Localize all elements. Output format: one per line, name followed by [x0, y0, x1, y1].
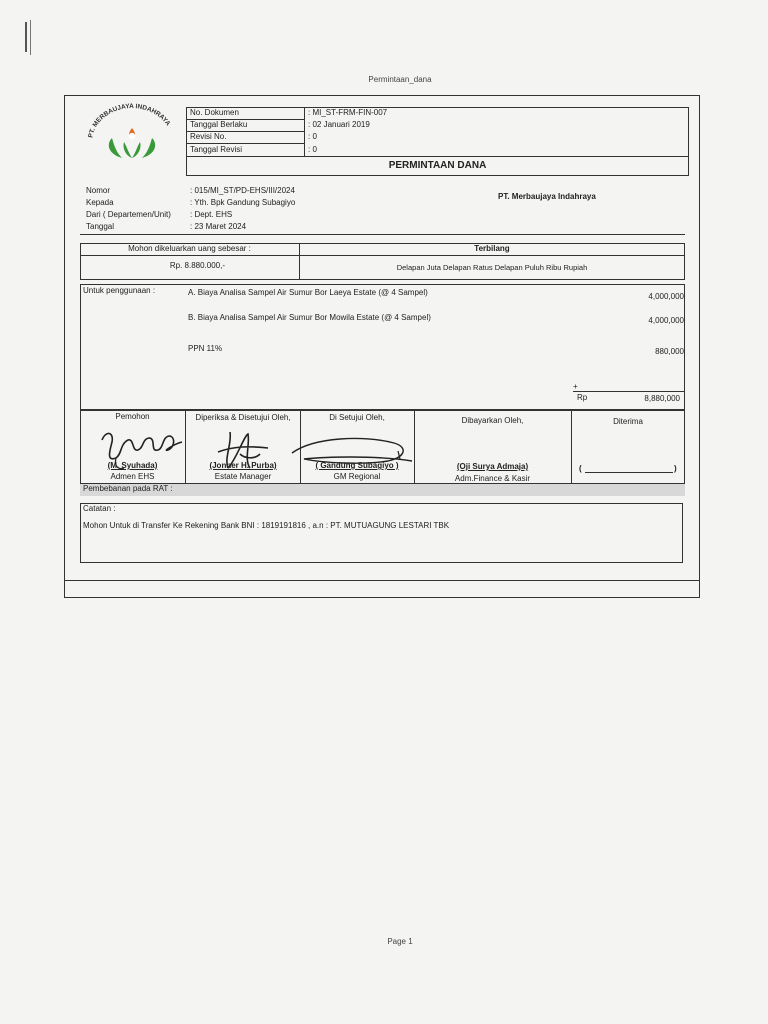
sig-name-dibayarkan: (Oji Surya Admaja) [456, 462, 529, 471]
doc-label-revisi: Revisi No. [190, 132, 227, 141]
sig-role-diperiksa: Diperiksa & Disetujui Oleh, [195, 413, 291, 422]
usage-item-desc: A. Biaya Analisa Sampel Air Sumur Bor Laeya Estate (@ 4 Sampel) [188, 288, 428, 297]
doc-label-tanggal-berlaku: Tanggal Berlaku [190, 120, 248, 129]
doc-info-rule-3 [186, 143, 304, 144]
usage-item-amount: 880,000 [655, 347, 684, 356]
doc-value-revisi: : 0 [308, 132, 317, 141]
sig-name-diterima-close: ) [674, 464, 677, 473]
doc-label-tanggal-revisi: Tanggal Revisi [190, 145, 243, 154]
meta-label-nomor: Nomor [86, 186, 111, 195]
signature-diperiksa-icon [210, 424, 280, 476]
frame-bottom-rule [64, 580, 700, 581]
sig-name-diperiksa: (Jonner H. Purba) [209, 461, 277, 470]
sig-role-pemohon: Pemohon [115, 412, 150, 421]
sig-title-dibayarkan: Adm.Finance & Kasir [454, 474, 531, 483]
total-plus: + [573, 382, 578, 391]
total-amount: 8,880,000 [644, 394, 680, 403]
meta-label-kepada: Kepada [86, 198, 114, 207]
page-header: Permintaan_dana [368, 75, 432, 84]
scan-mark [25, 22, 27, 52]
meta-label-dari: Dari ( Departemen/Unit) [86, 210, 171, 219]
sig-title-diperiksa: Estate Manager [214, 472, 272, 481]
sig-name-diterima-open: ( [579, 464, 582, 473]
form-title: PERMINTAAN DANA [388, 160, 487, 171]
notes-label: Catatan : [83, 504, 116, 513]
meta-label-tanggal: Tanggal [86, 222, 115, 231]
amount-value: Rp. 8.880.000,- [169, 261, 225, 270]
amount-words: Delapan Juta Delapan Ratus Delapan Puluh Ribu Rupiah [396, 263, 588, 272]
total-rule [573, 391, 684, 392]
doc-value-tanggal-berlaku: : 02 Januari 2019 [308, 120, 370, 129]
logo-text: PT. MERBAUJAYA INDAHRAYA [87, 102, 172, 139]
doc-info-divider [304, 107, 305, 156]
usage-item-amount: 4,000,000 [648, 316, 684, 325]
sig-name-disetujui: ( Gandung Subagiyo ) [315, 461, 399, 470]
doc-label-no: No. Dokumen [190, 108, 239, 117]
usage-item-desc: PPN 11% [188, 344, 223, 353]
notes-text: Mohon Untuk di Transfer Ke Rekening Bank BNI : 1819191816 , a.n : PT. MUTUAGUNG LESTARI TBK [83, 521, 450, 530]
usage-label: Untuk penggunaan : [83, 286, 156, 295]
amount-words-label: Terbilang [474, 244, 510, 253]
meta-value-nomor: : 015/MI_ST/PD-EHS/III/2024 [190, 186, 295, 195]
amount-header-rule [80, 255, 685, 256]
meta-value-kepada: : Yth. Bpk Gandung Subagiyo [190, 198, 296, 207]
usage-item-desc: B. Biaya Analisa Sampel Air Sumur Bor Mowila Estate (@ 4 Sampel) [188, 313, 431, 322]
company-logo-icon [82, 100, 182, 170]
doc-info-rule-4 [186, 156, 689, 157]
usage-item-amount: 4,000,000 [648, 292, 684, 301]
doc-value-no: : MI_ST-FRM-FIN-007 [308, 108, 388, 117]
meta-company: PT. Merbaujaya Indahraya [498, 192, 596, 201]
sig-role-disetujui: Di Setujui Oleh, [329, 413, 385, 422]
amount-label: Mohon dikeluarkan uang sebesar : [128, 244, 251, 253]
signature-disetujui-icon [284, 433, 424, 469]
sig-diterima-blank [585, 472, 673, 473]
meta-value-tanggal: : 23 Maret 2024 [190, 222, 247, 231]
notes-box [80, 503, 683, 563]
total-currency: Rp [577, 393, 588, 402]
rat-label: Pembebanan pada RAT : [83, 484, 173, 493]
sig-name-pemohon: (M. Syuhada) [107, 461, 158, 470]
doc-value-tanggal-revisi: : 0 [308, 145, 317, 154]
meta-value-dari: : Dept. EHS [190, 210, 233, 219]
sig-title-pemohon: Admen EHS [110, 472, 155, 481]
signature-pemohon-icon [98, 418, 190, 478]
scan-mark [30, 20, 31, 55]
sig-role-diterima: Diterima [613, 417, 643, 426]
meta-underline [80, 234, 685, 235]
page-footer: Page 1 [387, 937, 413, 946]
sig-role-dibayarkan: Dibayarkan Oleh, [461, 416, 524, 425]
sig-title-disetujui: GM Regional [333, 472, 381, 481]
